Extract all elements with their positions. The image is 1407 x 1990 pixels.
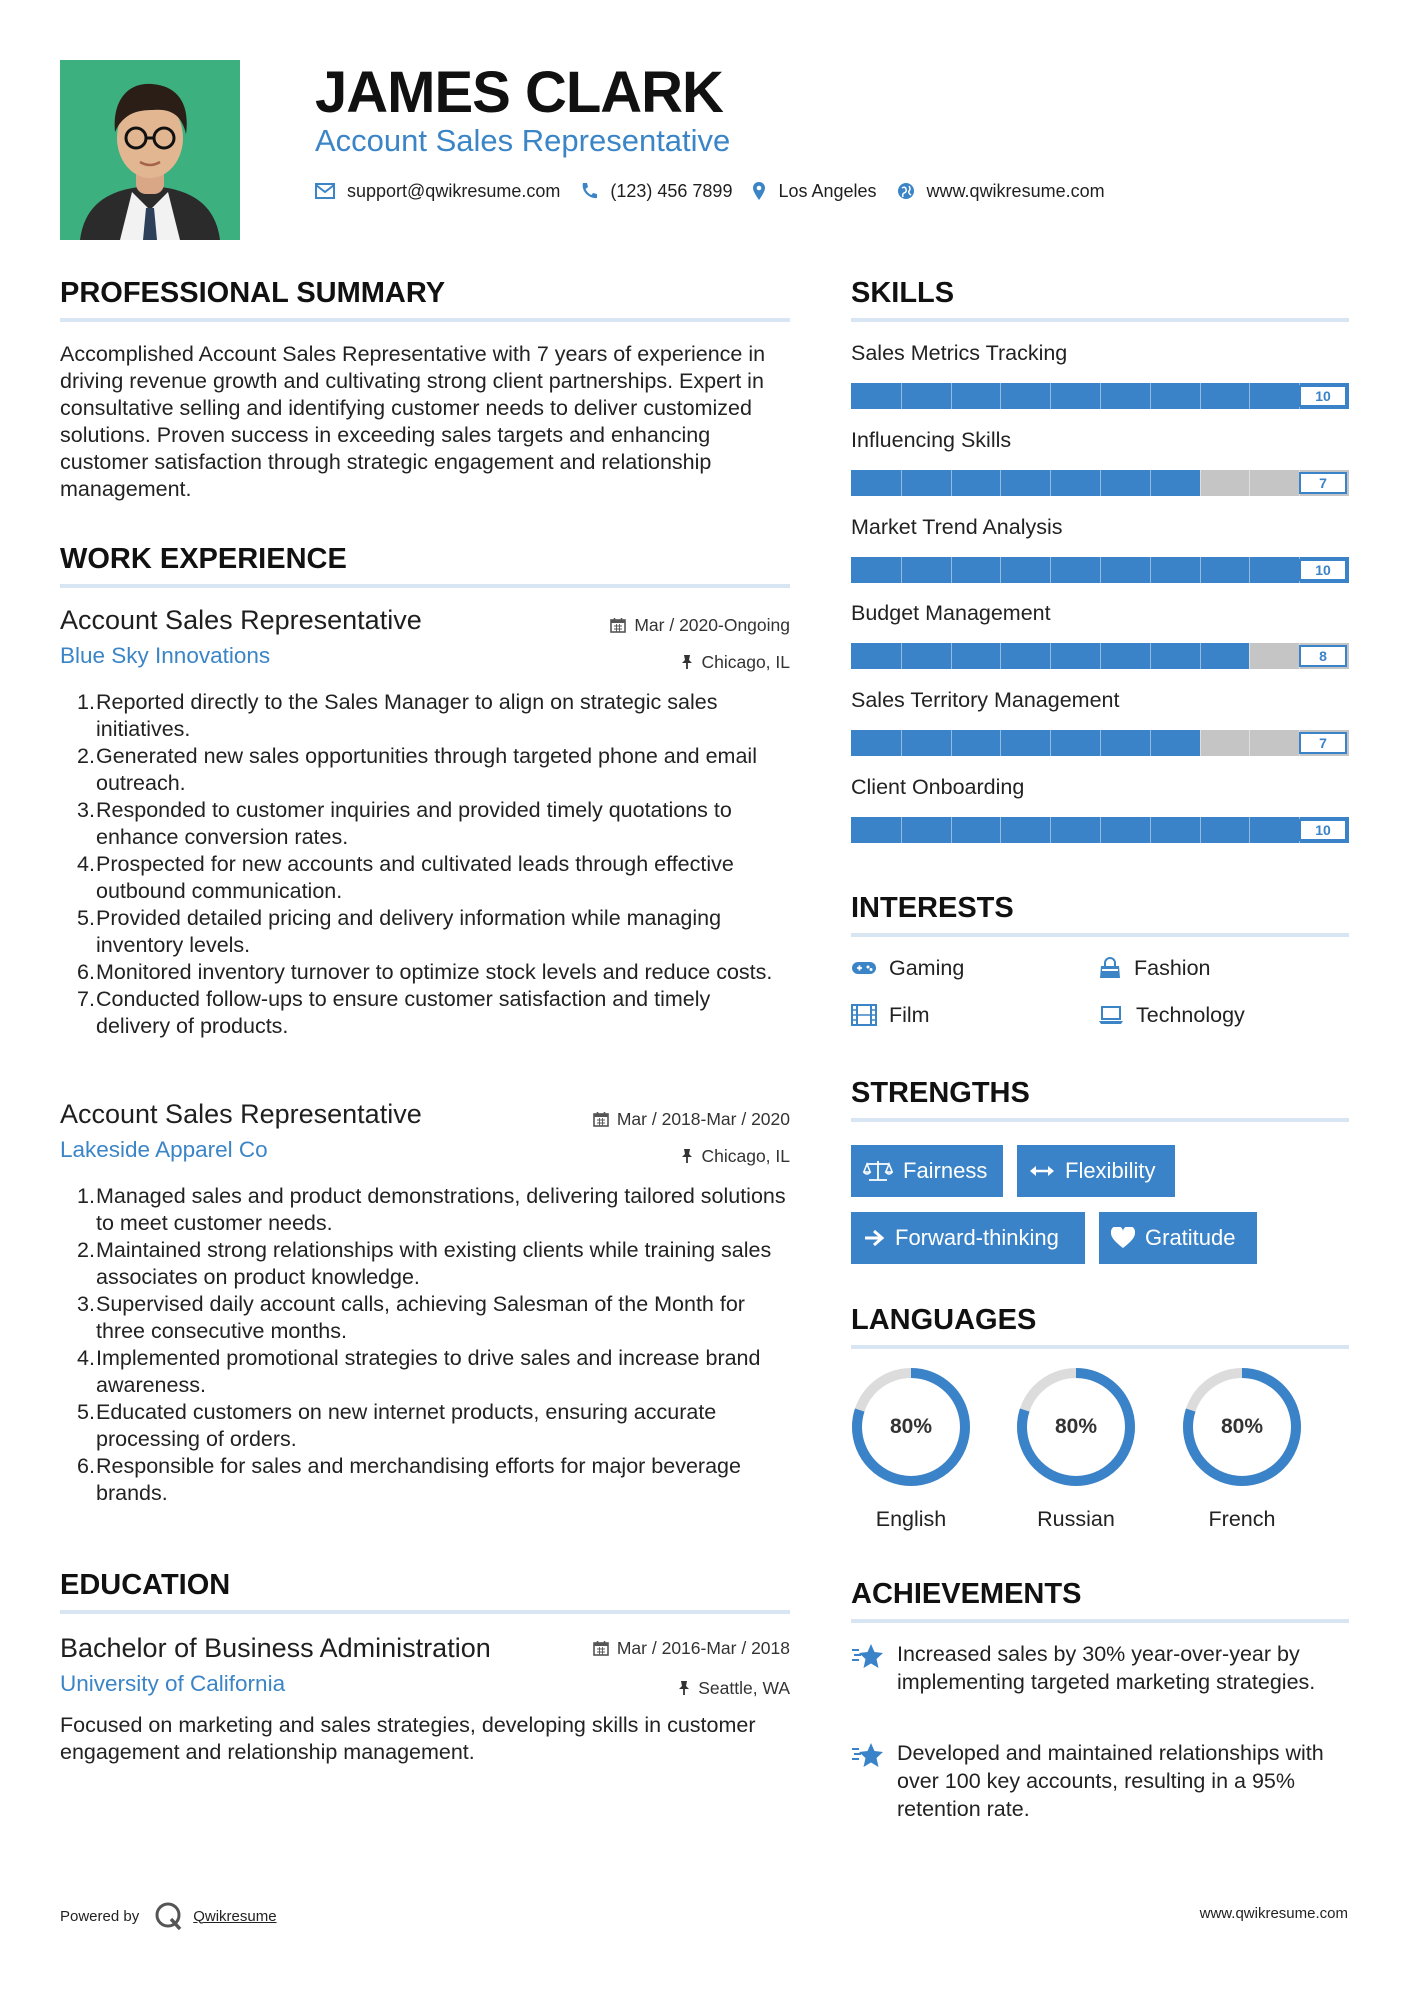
candidate-name: JAMES CLARK bbox=[315, 60, 723, 125]
skill-label: Budget Management bbox=[851, 601, 1051, 625]
strength-tag bbox=[1017, 1145, 1175, 1197]
skill-bar-segment bbox=[901, 557, 902, 583]
job-duties-list bbox=[78, 689, 788, 1040]
interest-label: Gaming bbox=[889, 956, 965, 980]
skill-bar-segment bbox=[1150, 383, 1151, 409]
footer-powered-by bbox=[60, 1900, 277, 1932]
duty-item: Provided detailed pricing and delivery information while managing inventory levels. bbox=[96, 906, 722, 957]
candidate-role: Account Sales Representative bbox=[315, 123, 731, 158]
skill-bar-segment bbox=[1249, 557, 1250, 583]
education-entry bbox=[60, 1632, 790, 1772]
languages-heading: LANGUAGES bbox=[851, 1304, 1037, 1336]
skill-bar-segment bbox=[1100, 470, 1101, 496]
work-heading: WORK EXPERIENCE bbox=[60, 543, 347, 575]
skill-bar bbox=[851, 470, 1349, 496]
skill-bar-segment bbox=[1150, 470, 1151, 496]
duty-item: Conducted follow-ups to ensure customer satisfaction and timely delivery of products. bbox=[96, 987, 711, 1038]
achievement-item bbox=[851, 1640, 1351, 1696]
interest-item bbox=[1098, 955, 1211, 981]
skill-label: Market Trend Analysis bbox=[851, 515, 1063, 539]
skill-bar-segment bbox=[1000, 643, 1001, 669]
achievements-heading: ACHIEVEMENTS bbox=[851, 1578, 1082, 1610]
skill-label: Sales Territory Management bbox=[851, 688, 1120, 712]
job-dates bbox=[610, 614, 790, 636]
education-dates bbox=[593, 1637, 790, 1659]
profile-photo-image bbox=[60, 60, 240, 240]
skill-bar-segment bbox=[951, 643, 952, 669]
qwikresume-link[interactable]: Qwikresume bbox=[193, 1907, 277, 1925]
skill-bar-segment bbox=[1100, 730, 1101, 756]
skill-bar-segment bbox=[1050, 383, 1051, 409]
skill-value: 8 bbox=[1299, 645, 1347, 667]
language-name: Russian bbox=[1037, 1507, 1115, 1531]
skill-bar-segment bbox=[1050, 817, 1051, 843]
skill-bar bbox=[851, 557, 1349, 583]
powered-by-label: Powered by bbox=[60, 1907, 140, 1925]
contact-bar bbox=[315, 176, 1125, 206]
interest-item bbox=[851, 955, 964, 981]
skill-bar bbox=[851, 817, 1349, 843]
balance-scale-icon bbox=[863, 1160, 893, 1182]
calendar-icon bbox=[593, 1111, 609, 1127]
achievement-text: Increased sales by 30% year-over-year by implementing targeted marketing strategies. bbox=[897, 1642, 1316, 1694]
skill-bar-segment bbox=[1000, 470, 1001, 496]
skill-bar bbox=[851, 643, 1349, 669]
footer-website[interactable]: www.qwikresume.com bbox=[1199, 1905, 1348, 1922]
language-item bbox=[1180, 1365, 1304, 1532]
skill-bar-segment bbox=[1000, 383, 1001, 409]
skill-bar-segment bbox=[1000, 557, 1001, 583]
skill-bar-segment bbox=[1000, 817, 1001, 843]
skill-bar-segment bbox=[1100, 643, 1101, 669]
contact-location bbox=[752, 181, 876, 202]
interest-label: Technology bbox=[1136, 1003, 1245, 1027]
map-marker-icon bbox=[752, 181, 766, 201]
work-divider bbox=[60, 584, 790, 588]
duty-item: Generated new sales opportunities through targeted phone and email outreach. bbox=[96, 744, 757, 795]
skill-value: 10 bbox=[1299, 559, 1347, 581]
contact-website-text: www.qwikresume.com bbox=[926, 180, 1105, 201]
skill-label: Influencing Skills bbox=[851, 428, 1012, 452]
skill-bar-segment bbox=[1249, 383, 1250, 409]
degree-title: Bachelor of Business Administration bbox=[60, 1633, 491, 1663]
job-company: Lakeside Apparel Co bbox=[60, 1137, 268, 1162]
skill-value: 10 bbox=[1299, 385, 1347, 407]
interest-item bbox=[1098, 1002, 1245, 1028]
skill-bar-segment bbox=[1200, 383, 1201, 409]
skill-bar bbox=[851, 730, 1349, 756]
education-location bbox=[678, 1677, 790, 1699]
calendar-icon bbox=[610, 617, 626, 633]
interests-divider bbox=[851, 933, 1349, 937]
job-dates-text: Mar / 2020-Ongoing bbox=[634, 615, 790, 635]
duty-item: Reported directly to the Sales Manager to align on strategic sales initiatives. bbox=[96, 690, 718, 741]
skill-bar-segment bbox=[951, 730, 952, 756]
summary-heading: PROFESSIONAL SUMMARY bbox=[60, 277, 446, 309]
skill-bar-segment bbox=[1050, 557, 1051, 583]
strength-tag bbox=[851, 1145, 1003, 1197]
arrows-horizontal-icon bbox=[1029, 1164, 1055, 1178]
skill-bar-segment bbox=[951, 470, 952, 496]
job-duties-list bbox=[78, 1183, 788, 1507]
contact-phone[interactable] bbox=[580, 181, 732, 202]
skill-bar-segment bbox=[1200, 730, 1201, 756]
arrow-right-icon bbox=[863, 1228, 885, 1248]
phone-icon bbox=[580, 182, 598, 200]
envelope-icon bbox=[315, 183, 335, 199]
strength-label: Gratitude bbox=[1145, 1225, 1236, 1250]
skill-bar-fill bbox=[851, 470, 1200, 496]
skill-label: Sales Metrics Tracking bbox=[851, 341, 1068, 365]
achievement-item bbox=[851, 1739, 1351, 1823]
languages-divider bbox=[851, 1345, 1349, 1349]
language-percent: 80% bbox=[1054, 1415, 1098, 1438]
gamepad-icon bbox=[851, 960, 877, 976]
duty-item: Implemented promotional strategies to drive sales and increase brand awareness. bbox=[96, 1346, 761, 1397]
skill-bar-segment bbox=[1249, 643, 1250, 669]
contact-phone-text: (123) 456 7899 bbox=[610, 180, 733, 201]
duty-item: Educated customers on new internet products, ensuring accurate processing of orders. bbox=[96, 1400, 717, 1451]
skill-value: 7 bbox=[1299, 472, 1347, 494]
education-dates-text: Mar / 2016-Mar / 2018 bbox=[616, 1638, 790, 1658]
skill-bar-segment bbox=[1249, 817, 1250, 843]
school-name: University of California bbox=[60, 1671, 286, 1696]
skill-bar-segment bbox=[1249, 470, 1250, 496]
language-name: French bbox=[1208, 1507, 1276, 1531]
strength-label: Forward-thinking bbox=[895, 1225, 1059, 1250]
contact-location-text: Los Angeles bbox=[778, 180, 877, 201]
duty-item: Responsible for sales and merchandising efforts for major beverage brands. bbox=[96, 1454, 741, 1505]
duty-item: Monitored inventory turnover to optimize stock levels and reduce costs. bbox=[96, 960, 773, 984]
star-icon bbox=[851, 1741, 885, 1769]
skill-bar-fill bbox=[851, 730, 1200, 756]
skill-bar-segment bbox=[901, 470, 902, 496]
skill-bar-segment bbox=[1200, 470, 1201, 496]
job-entry bbox=[60, 604, 790, 1074]
contact-email[interactable] bbox=[315, 181, 560, 202]
education-location-text: Seattle, WA bbox=[698, 1678, 790, 1698]
strength-label: Fairness bbox=[903, 1158, 988, 1183]
job-dates-text: Mar / 2018-Mar / 2020 bbox=[616, 1109, 790, 1129]
skill-bar-segment bbox=[1050, 643, 1051, 669]
language-item bbox=[849, 1365, 973, 1532]
skills-heading: SKILLS bbox=[851, 277, 955, 309]
duty-item: Managed sales and product demonstrations, delivering tailored solutions to meet customer needs. bbox=[96, 1184, 786, 1235]
pin-icon bbox=[681, 654, 693, 670]
skill-bar-segment bbox=[1150, 817, 1151, 843]
skill-bar-segment bbox=[1200, 817, 1201, 843]
job-location bbox=[681, 651, 790, 673]
skill-bar-segment bbox=[951, 557, 952, 583]
calendar-icon bbox=[593, 1640, 609, 1656]
strengths-divider bbox=[851, 1118, 1349, 1122]
skill-bar-segment bbox=[1200, 643, 1201, 669]
strength-tag bbox=[1099, 1212, 1257, 1264]
job-location bbox=[681, 1145, 790, 1167]
strength-tag bbox=[851, 1212, 1085, 1264]
star-icon bbox=[851, 1642, 885, 1670]
skill-bar-segment bbox=[901, 817, 902, 843]
skills-divider bbox=[851, 318, 1349, 322]
skill-bar-segment bbox=[901, 643, 902, 669]
job-company: Blue Sky Innovations bbox=[60, 643, 271, 668]
skill-bar-segment bbox=[1100, 383, 1101, 409]
language-percent: 80% bbox=[889, 1415, 933, 1438]
job-title: Account Sales Representative bbox=[60, 1099, 422, 1129]
strengths-heading: STRENGTHS bbox=[851, 1077, 1030, 1109]
skill-bar-segment bbox=[1050, 470, 1051, 496]
skill-bar-segment bbox=[951, 383, 952, 409]
pin-icon bbox=[681, 1148, 693, 1164]
summary-text: Accomplished Account Sales Representative with 7 years of experience in driving revenue growth and cultivating strong client partnerships. Expert in consultative selling and identifying customer needs to deliver customized solutions. Proven success in exceeding sales targets and enhancing customer satisfaction through strategic engagement and relationship management. bbox=[60, 342, 766, 501]
education-heading: EDUCATION bbox=[60, 1569, 231, 1601]
duty-item: Maintained strong relationships with existing clients while training sales associates on product knowledge. bbox=[96, 1238, 772, 1289]
duty-item: Responded to customer inquiries and provided timely quotations to enhance conversion rates. bbox=[96, 798, 732, 849]
contact-website[interactable] bbox=[897, 181, 1105, 202]
skill-bar-segment bbox=[1150, 557, 1151, 583]
globe-icon bbox=[897, 182, 915, 200]
job-entry bbox=[60, 1098, 790, 1518]
interest-label: Fashion bbox=[1134, 956, 1211, 980]
duty-item: Prospected for new accounts and cultivated leads through effective outbound communication. bbox=[96, 852, 734, 903]
profile-photo bbox=[60, 60, 240, 240]
film-icon bbox=[851, 1004, 877, 1026]
skill-bar bbox=[851, 383, 1349, 409]
laptop-icon bbox=[1098, 1005, 1124, 1025]
shopping-bag-icon bbox=[1098, 957, 1122, 979]
skill-bar-segment bbox=[1249, 730, 1250, 756]
achievement-text: Developed and maintained relationships with over 100 key accounts, resulting in a 95% retention rate. bbox=[897, 1741, 1324, 1821]
contact-email-text: support@qwikresume.com bbox=[347, 180, 561, 201]
skill-bar-segment bbox=[1100, 817, 1101, 843]
interests-heading: INTERESTS bbox=[851, 892, 1014, 924]
skill-bar-segment bbox=[1050, 730, 1051, 756]
education-divider bbox=[60, 1610, 790, 1614]
skill-bar-segment bbox=[901, 383, 902, 409]
strength-label: Flexibility bbox=[1065, 1158, 1156, 1183]
skill-value: 7 bbox=[1299, 732, 1347, 754]
language-name: English bbox=[875, 1507, 947, 1531]
interest-label: Film bbox=[889, 1003, 930, 1027]
interest-item bbox=[851, 1002, 930, 1028]
skill-bar-segment bbox=[1000, 730, 1001, 756]
qwikresume-logo-icon bbox=[153, 1900, 185, 1932]
job-location-text: Chicago, IL bbox=[701, 652, 790, 672]
heart-icon bbox=[1111, 1227, 1135, 1249]
job-dates bbox=[593, 1108, 790, 1130]
skill-label: Client Onboarding bbox=[851, 775, 1025, 799]
achievements-divider bbox=[851, 1619, 1349, 1623]
language-item bbox=[1014, 1365, 1138, 1532]
skill-bar-segment bbox=[901, 730, 902, 756]
skill-bar-segment bbox=[1100, 557, 1101, 583]
skill-bar-segment bbox=[1150, 730, 1151, 756]
skill-value: 10 bbox=[1299, 819, 1347, 841]
job-title: Account Sales Representative bbox=[60, 605, 422, 635]
skill-bar-segment bbox=[1200, 557, 1201, 583]
summary-divider bbox=[60, 318, 790, 322]
skill-bar-segment bbox=[951, 817, 952, 843]
education-description: Focused on marketing and sales strategies, developing skills in customer engagement and relationship management. bbox=[60, 1713, 756, 1764]
language-percent: 80% bbox=[1220, 1415, 1264, 1438]
duty-item: Supervised daily account calls, achieving Salesman of the Month for three consecutive months. bbox=[96, 1292, 745, 1343]
skill-bar-segment bbox=[1150, 643, 1151, 669]
pin-icon bbox=[678, 1680, 690, 1696]
job-location-text: Chicago, IL bbox=[701, 1146, 790, 1166]
